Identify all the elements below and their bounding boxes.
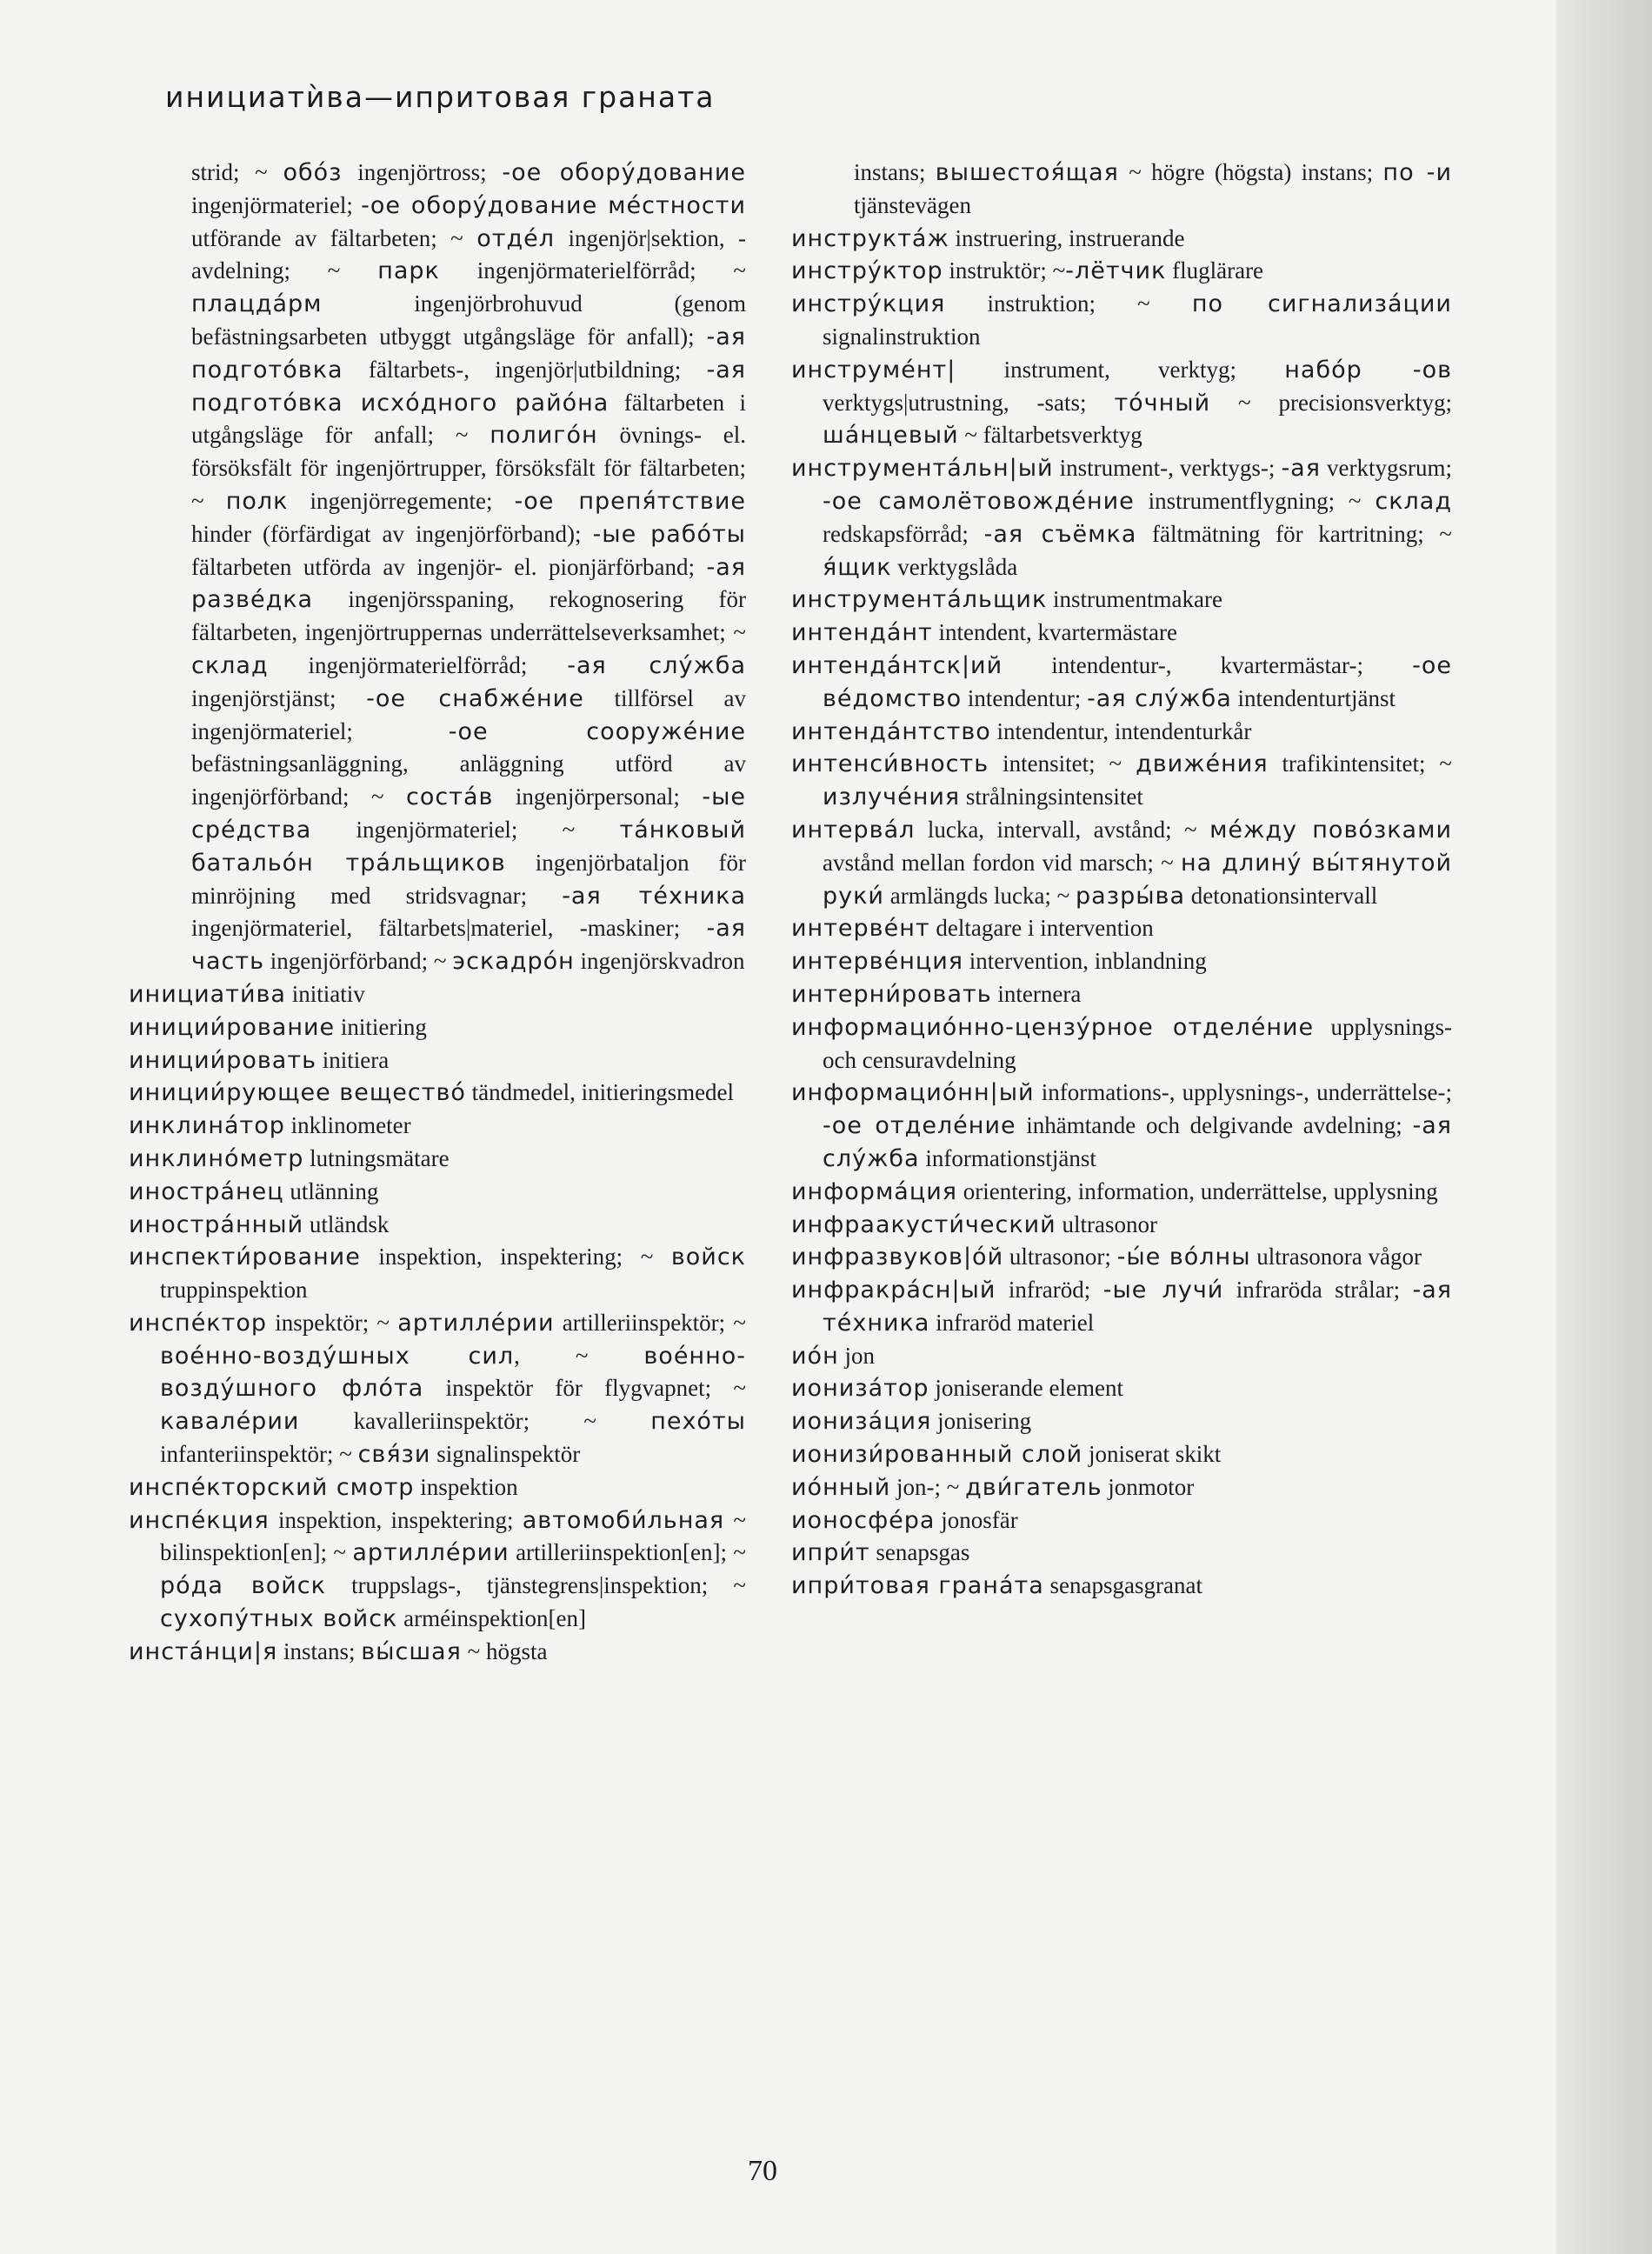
swedish-gloss: ingenjörbrohuvud (genom befästningsarbeten utbyggt utgångsläge för anfall); xyxy=(191,290,746,350)
swedish-gloss: ingenjörmateriel; xyxy=(191,191,362,218)
swedish-gloss: arméinspektion[en] xyxy=(397,1605,587,1632)
swedish-gloss: intervention, inblandning xyxy=(963,948,1207,975)
dictionary-entry xyxy=(791,716,1452,749)
russian-term: артилле́рии xyxy=(352,1539,510,1567)
swedish-gloss: initiativ xyxy=(285,980,365,1007)
entry-continuation xyxy=(129,157,746,978)
dictionary-entry xyxy=(791,255,1452,288)
russian-term: иониза́ция xyxy=(791,1408,932,1436)
swedish-gloss: artilleriinspektör; ~ xyxy=(554,1309,746,1336)
russian-term: -ая те́хника xyxy=(823,1277,1453,1337)
dictionary-entry xyxy=(791,978,1452,1011)
swedish-gloss: ingenjörmaterielförråd; ~ xyxy=(439,257,746,284)
dictionary-entry xyxy=(791,1209,1452,1242)
russian-term: ипри́т xyxy=(791,1539,870,1567)
swedish-gloss: intendenturtjänst xyxy=(1231,684,1396,711)
russian-term: -ое отделе́ние xyxy=(823,1112,1016,1140)
swedish-gloss: fältarbets-, ingenjör|utbildning; xyxy=(343,356,707,383)
dictionary-entry xyxy=(791,945,1452,978)
swedish-gloss: fältarbeten i utgångsläge för anfall; ~ xyxy=(191,389,746,449)
russian-term: ме́жду повóзками xyxy=(1209,816,1452,844)
russian-term: инструкта́ж xyxy=(791,224,949,252)
dictionary-entry xyxy=(129,1143,746,1176)
swedish-gloss: verktygslåda xyxy=(891,553,1018,580)
russian-term: -ая слу́жба xyxy=(1087,684,1232,712)
dictionary-entry xyxy=(129,1241,746,1307)
swedish-gloss: redskapsförråd; xyxy=(823,520,984,547)
russian-term: -ое препя́тствие xyxy=(514,487,746,515)
swedish-gloss: infraröda strålar; xyxy=(1223,1277,1413,1304)
russian-term: ипри́товая грана́та xyxy=(791,1572,1044,1600)
russian-term: отде́л xyxy=(476,224,556,252)
russian-term: интерни́ровать xyxy=(791,980,992,1008)
russian-term: интенда́нтство xyxy=(791,717,991,745)
swedish-gloss: instrument, verktyg; xyxy=(956,356,1285,383)
swedish-gloss: deltagare i intervention xyxy=(929,915,1154,942)
dictionary-entry xyxy=(129,1011,746,1044)
russian-term: -ая подгото́вка xyxy=(191,323,746,383)
dictionary-entry xyxy=(791,223,1452,256)
russian-term: -ое обору́дование xyxy=(502,159,746,186)
swedish-gloss: strid; ~ xyxy=(191,159,283,185)
swedish-gloss: detonationsintervall xyxy=(1185,882,1378,909)
swedish-gloss: joniserande element xyxy=(929,1375,1123,1402)
swedish-gloss: intendent, kvartermästare xyxy=(932,619,1177,646)
dictionary-entry xyxy=(791,1340,1452,1373)
swedish-gloss: fluglärare xyxy=(1166,257,1264,284)
dictionary-entry xyxy=(129,978,746,1011)
swedish-gloss: instans; xyxy=(277,1637,362,1664)
swedish-gloss: instrumentmakare xyxy=(1047,586,1222,613)
russian-term: набо́р -ов xyxy=(1284,356,1453,383)
dictionary-entry xyxy=(129,1176,746,1209)
swedish-gloss: ~ precisionsverktyg; xyxy=(1210,389,1453,416)
russian-term: дви́гатель xyxy=(965,1473,1102,1501)
russian-term: по сигнализа́ции xyxy=(1191,290,1452,318)
swedish-gloss: internera xyxy=(991,980,1082,1007)
russian-term: сухопу́тных войск xyxy=(160,1605,398,1633)
swedish-gloss: utländsk xyxy=(303,1210,390,1237)
russian-term: войск xyxy=(670,1244,746,1271)
russian-term: излуче́ния xyxy=(823,784,961,811)
russian-term: ионизи́рованный слой xyxy=(791,1441,1083,1469)
swedish-gloss: övnings- el. försöksfält för ingenjörtrupper, försöksfält för fältarbeten; ~ xyxy=(191,422,746,514)
swedish-gloss: ingenjörmateriel, fältarbets|materiel, -maskiner; xyxy=(191,915,707,942)
swedish-gloss: hinder (förfärdigat av ingenjörförband); xyxy=(191,520,593,547)
swedish-gloss: ingenjörmateriel; ~ xyxy=(311,816,620,843)
book-gutter xyxy=(1556,0,1652,2254)
swedish-gloss: trafikintensitet; ~ xyxy=(1268,750,1453,777)
russian-term: -ое самолётовожде́ние xyxy=(823,487,1135,515)
swedish-gloss: verktygs|utrustning, -sats; xyxy=(823,389,1115,416)
russian-term: инспе́кторский смотр xyxy=(129,1473,415,1501)
russian-term: эскадро́н xyxy=(452,948,575,976)
russian-term: -ые рабо́ты xyxy=(592,520,747,548)
swedish-gloss: ingenjörstjänst; xyxy=(191,684,367,711)
russian-term: парк xyxy=(377,257,440,285)
russian-term: инстру́ктор xyxy=(791,257,943,285)
swedish-gloss: kavalleriinspektör; ~ xyxy=(299,1408,651,1435)
swedish-gloss: upplysnings- och censuravdelning xyxy=(823,1013,1453,1073)
swedish-gloss: joniserat skikt xyxy=(1082,1441,1222,1468)
swedish-gloss: senapsgas xyxy=(869,1539,970,1566)
russian-term: ионосфе́ра xyxy=(791,1506,936,1534)
swedish-gloss: ~ fältarbetsverktyg xyxy=(958,422,1142,449)
swedish-gloss: tillförsel av ingenjörmateriel; xyxy=(191,684,747,744)
russian-term: информа́ция xyxy=(791,1177,958,1205)
swedish-gloss: lucka, intervall, avstånd; ~ xyxy=(915,816,1210,843)
russian-term: -ое сооруже́ние xyxy=(448,717,746,745)
swedish-gloss: ingenjörförband; ~ xyxy=(263,948,453,975)
russian-term: обо́з xyxy=(283,159,343,186)
dictionary-entry xyxy=(791,1537,1452,1570)
russian-term: -ая слу́жба xyxy=(823,1112,1452,1172)
russian-term: вое́нно-возду́шных сил xyxy=(160,1342,515,1370)
swedish-gloss: inklinometer xyxy=(284,1112,411,1139)
russian-term: интенда́нтск|ий xyxy=(791,651,1003,679)
russian-term: информацио́нно-цензу́рное отделе́ние xyxy=(791,1013,1315,1041)
russian-term: инстру́кция xyxy=(791,290,946,318)
swedish-gloss: informations-, upplysnings-, underrättelse-; xyxy=(1034,1079,1452,1106)
dictionary-entry xyxy=(129,1044,746,1077)
russian-term: плацда́рм xyxy=(191,290,323,318)
swedish-gloss: ingenjörpersonal; xyxy=(493,784,703,810)
swedish-gloss: jon xyxy=(838,1342,875,1369)
swedish-gloss: tändmedel, initieringsmedel xyxy=(465,1079,735,1106)
russian-term: по -и xyxy=(1382,159,1453,186)
russian-term: автомоби́льная xyxy=(522,1506,725,1534)
dictionary-entry xyxy=(129,1110,746,1143)
swedish-gloss: initiera xyxy=(316,1046,390,1073)
swedish-gloss: ingenjörregemente; xyxy=(288,487,515,514)
swedish-gloss: signalinspektör xyxy=(430,1441,581,1468)
dictionary-entry xyxy=(791,1241,1452,1274)
swedish-gloss: ultrasonora vågor xyxy=(1250,1244,1422,1270)
russian-term: то́чный xyxy=(1114,389,1211,417)
swedish-gloss: ultrasonor xyxy=(1056,1210,1157,1237)
swedish-gloss: utförande av fältarbeten; ~ xyxy=(191,224,477,251)
swedish-gloss: ingenjörtross; xyxy=(342,159,503,185)
swedish-gloss: jonisering xyxy=(931,1408,1032,1435)
russian-term: ио́нный xyxy=(791,1473,891,1501)
russian-term: интерве́нция xyxy=(791,948,964,976)
russian-term: -ая те́хника xyxy=(562,882,746,910)
russian-term: -ые сре́дства xyxy=(191,784,746,844)
swedish-gloss: instruktör; ~ xyxy=(943,257,1066,284)
swedish-gloss: inspektör för flygvapnet; ~ xyxy=(423,1375,746,1402)
russian-term: вое́нно-возду́шного фло́та xyxy=(160,1342,747,1403)
russian-term: пехо́ты xyxy=(650,1408,746,1436)
russian-term: -ое ве́домство xyxy=(823,651,1452,712)
russian-term: иниции́рующее вещество́ xyxy=(129,1079,466,1107)
swedish-gloss: instruering, instruerande xyxy=(949,224,1185,251)
swedish-gloss: instruktion; ~ xyxy=(945,290,1192,317)
swedish-gloss: befästningsanläggning, anläggning utförd av ingenjörförband; ~ xyxy=(191,750,746,810)
russian-term: инфраакусти́ческий xyxy=(791,1210,1056,1238)
russian-term: артилле́рии xyxy=(397,1309,555,1337)
russian-term: иностра́нный xyxy=(129,1210,304,1238)
dictionary-entry xyxy=(791,1176,1452,1209)
left-column xyxy=(129,157,746,1669)
dictionary-entry xyxy=(791,1372,1452,1405)
swedish-gloss: inhämtande och delgivande avdelning; xyxy=(1016,1112,1413,1139)
russian-term: инструме́нт| xyxy=(791,356,956,383)
swedish-gloss: instrument-, verktygs-; xyxy=(1053,455,1282,482)
swedish-gloss: , ~ xyxy=(514,1342,644,1369)
swedish-gloss: senapsgasgranat xyxy=(1043,1572,1202,1599)
swedish-gloss: instans; xyxy=(854,159,936,185)
dictionary-entry xyxy=(791,814,1452,912)
swedish-gloss: intensitet; ~ xyxy=(989,750,1136,777)
russian-term: -ая слу́жба xyxy=(567,651,747,679)
russian-term: иониза́тор xyxy=(791,1375,929,1403)
russian-term: интерва́л xyxy=(791,816,916,844)
russian-term: вы́сшая xyxy=(361,1637,462,1665)
swedish-gloss: jonosfär xyxy=(935,1506,1018,1533)
swedish-gloss: truppinspektion xyxy=(160,1277,308,1304)
dictionary-entry xyxy=(791,354,1452,452)
russian-term: -лётчик xyxy=(1065,257,1167,285)
swedish-gloss: orientering, information, underrättelse, upplysning xyxy=(957,1177,1438,1204)
swedish-gloss: informationstjänst xyxy=(919,1144,1096,1171)
swedish-gloss: ~ högsta xyxy=(461,1637,548,1664)
russian-term: -ая подгото́вка исхо́дного райо́на xyxy=(191,356,746,417)
dictionary-entry xyxy=(129,1636,746,1669)
russian-term: инфракра́сн|ый xyxy=(791,1277,996,1304)
russian-term: ро́да войск xyxy=(160,1572,326,1600)
russian-term: инклино́метр xyxy=(129,1144,304,1172)
russian-term: -ое снабже́ние xyxy=(366,684,584,712)
dictionary-entry xyxy=(791,288,1452,354)
russian-term: соста́в xyxy=(406,784,494,811)
russian-term: движе́ния xyxy=(1136,750,1269,778)
russian-term: та́нковый батальо́н тра́льщиков xyxy=(191,816,746,877)
russian-term: -ая разве́дка xyxy=(191,553,746,614)
dictionary-entry xyxy=(129,1077,746,1110)
russian-term: -ое обору́дование ме́стности xyxy=(361,191,746,219)
dictionary-entry xyxy=(791,452,1452,584)
swedish-gloss: jonmotor xyxy=(1102,1473,1195,1500)
swedish-gloss: jon-; ~ xyxy=(890,1473,966,1500)
dictionary-entry xyxy=(791,1274,1452,1340)
russian-term: разры́ва xyxy=(1076,882,1186,910)
dictionary-entry xyxy=(791,1504,1452,1537)
russian-term: информацио́нн|ый xyxy=(791,1079,1035,1107)
russian-term: инспе́кция xyxy=(129,1506,270,1534)
dictionary-entry xyxy=(791,650,1452,716)
swedish-gloss: infraröd materiel xyxy=(929,1309,1095,1336)
dictionary-entry xyxy=(791,1011,1452,1077)
swedish-gloss: ingenjör|sektion, -avdelning; ~ xyxy=(191,224,747,284)
dictionary-entry xyxy=(791,748,1452,814)
russian-term: -ая съёмка xyxy=(983,520,1137,548)
swedish-gloss: verktygsrum; xyxy=(1320,455,1452,482)
dictionary-entry xyxy=(791,1570,1452,1603)
dictionary-entry xyxy=(129,1209,746,1242)
dictionary-entry xyxy=(791,584,1452,617)
swedish-gloss: lutningsmätare xyxy=(303,1144,450,1171)
swedish-gloss: ingenjörbataljon för minröjning med stridsvagnar; xyxy=(191,849,747,909)
running-header: инициатѝва—ипритовая граната xyxy=(165,80,716,114)
right-column xyxy=(791,157,1452,1603)
russian-term: свя́зи xyxy=(357,1441,431,1469)
dictionary-entry xyxy=(791,1077,1452,1175)
swedish-gloss: tjänstevägen xyxy=(854,191,971,218)
russian-term: инструмента́льн|ый xyxy=(791,455,1054,483)
dictionary-entry xyxy=(129,1471,746,1504)
swedish-gloss: ingenjörmaterielförråd; xyxy=(268,651,568,678)
swedish-gloss: ~ högre (högsta) instans; xyxy=(1118,159,1383,185)
dictionary-entry xyxy=(791,1438,1452,1471)
russian-term: склад xyxy=(191,651,269,679)
russian-term: инста́нци|я xyxy=(129,1637,278,1665)
entry-continuation xyxy=(791,157,1452,223)
dictionary-entry xyxy=(791,617,1452,650)
swedish-gloss: inspektion, inspektering; xyxy=(269,1506,523,1533)
swedish-gloss: fältmätning för kartritning; ~ xyxy=(1136,520,1453,547)
swedish-gloss: intendentur, intendenturkår xyxy=(990,717,1252,744)
swedish-gloss: truppslags-, tjänstegrens|inspektion; ~ xyxy=(325,1572,746,1599)
page-number: 70 xyxy=(748,2155,777,2187)
swedish-gloss: infanteriinspektör; ~ xyxy=(160,1441,358,1468)
swedish-gloss: inspektör; ~ xyxy=(267,1309,398,1336)
russian-term: интенси́вность xyxy=(791,750,989,778)
dictionary-entry xyxy=(791,1471,1452,1504)
swedish-gloss: utlänning xyxy=(283,1177,379,1204)
russian-term: я́щик xyxy=(823,553,892,581)
dictionary-entry xyxy=(129,1504,746,1636)
russian-term: ио́н xyxy=(791,1342,839,1370)
russian-term: ша́нцевый xyxy=(823,422,959,450)
russian-term: инклина́тор xyxy=(129,1112,285,1140)
russian-term: инициати́ва xyxy=(129,980,286,1008)
swedish-gloss: artilleriinspektion[en]; ~ xyxy=(509,1539,746,1566)
russian-term: интенда́нт xyxy=(791,619,933,647)
swedish-gloss: intendentur; xyxy=(962,684,1088,711)
swedish-gloss: signalinstruktion xyxy=(823,323,981,350)
russian-term: -ая xyxy=(1281,455,1321,483)
dictionary-entry xyxy=(129,1307,746,1471)
russian-term: кавале́рии xyxy=(160,1408,300,1436)
swedish-gloss: avstånd mellan fordon vid marsch; ~ xyxy=(823,849,1181,876)
swedish-gloss: infraröd; xyxy=(996,1277,1103,1304)
swedish-gloss: inspektion, inspektering; ~ xyxy=(360,1244,671,1270)
swedish-gloss: strålningsintensitet xyxy=(960,784,1143,810)
swedish-gloss: ultrasonor; xyxy=(1003,1244,1117,1270)
swedish-gloss: ~ bilinspektion[en]; ~ xyxy=(160,1506,747,1566)
russian-term: инспе́ктор xyxy=(129,1309,268,1337)
swedish-gloss: inspektion xyxy=(414,1473,518,1500)
swedish-gloss: intendentur-, kvartermästar-; xyxy=(1003,651,1413,678)
swedish-gloss: ingenjörsspaning, rekognosering för fältarbeten, ingenjörtruppernas underrättelseverksamhet; ~ xyxy=(191,586,746,646)
russian-term: -ые лучи́ xyxy=(1102,1277,1224,1304)
russian-term: полк xyxy=(225,487,289,515)
russian-term: -ая часть xyxy=(191,915,746,976)
russian-term: иниции́рование xyxy=(129,1013,336,1041)
russian-term: инспекти́рование xyxy=(129,1244,361,1271)
swedish-gloss: initiering xyxy=(335,1013,427,1040)
russian-term: полиго́н xyxy=(490,422,598,450)
russian-term: на длину́ вы́тянутой руки́ xyxy=(823,849,1453,910)
swedish-gloss: instrumentflygning; ~ xyxy=(1134,487,1376,514)
russian-term: вышестоя́щая xyxy=(935,159,1119,186)
dictionary-entry xyxy=(791,912,1452,945)
swedish-gloss: armlängds lucka; ~ xyxy=(883,882,1076,909)
swedish-gloss: fältarbeten utförda av ingenjör- el. pionjärförband; xyxy=(191,553,707,580)
russian-term: инструмента́льщик xyxy=(791,586,1048,614)
dictionary-entry xyxy=(791,1405,1452,1438)
russian-term: -ы́е во́лны xyxy=(1116,1244,1251,1271)
russian-term: склад xyxy=(1375,487,1452,515)
swedish-gloss: ingenjörskvadron xyxy=(574,948,745,975)
russian-term: инфразвуков|о́й xyxy=(791,1244,1004,1271)
russian-term: интерве́нт xyxy=(791,915,930,943)
russian-term: иностра́нец xyxy=(129,1177,284,1205)
russian-term: иниции́ровать xyxy=(129,1046,316,1074)
